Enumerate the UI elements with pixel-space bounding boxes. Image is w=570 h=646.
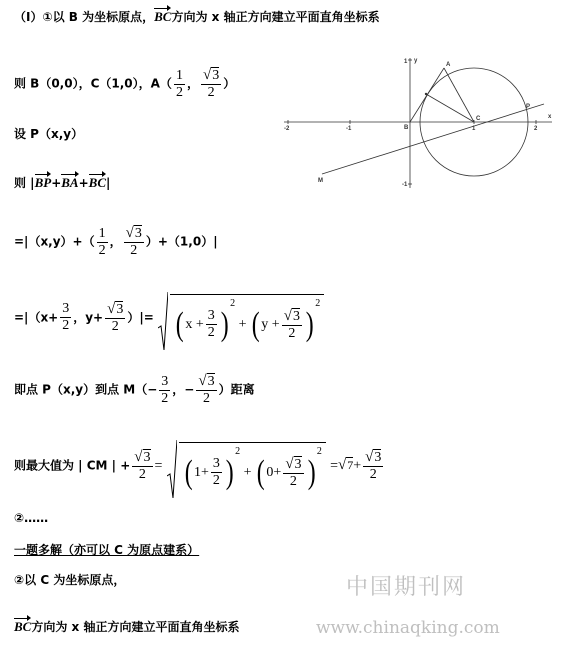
eq1-suffix: ）+（1,0）| — [145, 234, 218, 249]
vector-bc: BC — [154, 9, 172, 24]
plus-sign: + — [243, 465, 252, 480]
frac-den: 2 — [111, 318, 119, 334]
step1-text: 方向为 x 轴正方向建立平面直角坐标系 — [171, 10, 380, 24]
watermark-cn: 中国期刊网 — [346, 575, 467, 600]
exponent: 2 — [230, 298, 236, 309]
fraction — [174, 69, 185, 100]
frac-den: 2 — [175, 84, 183, 100]
fraction — [211, 457, 222, 488]
plus-sign: + — [78, 176, 89, 190]
step1-line — [14, 10, 380, 23]
line-mp — [322, 104, 544, 174]
tick-label: 2 — [534, 126, 538, 132]
alt-vec-text: 方向为 x 轴正方向建立平面直角坐标系 — [31, 620, 240, 634]
exponent: 2 — [315, 298, 321, 309]
plus-sign: + — [238, 317, 247, 332]
fraction — [196, 374, 216, 406]
point-p-label: P — [526, 104, 531, 110]
exponent: 2 — [235, 446, 241, 457]
tick-label: -1 — [402, 182, 408, 188]
separator: ，y+ — [73, 310, 104, 325]
tick-label: -2 — [284, 126, 290, 132]
tick-label: -1 — [346, 126, 352, 132]
segment-ac — [444, 68, 474, 122]
magnitude-suffix: | — [106, 176, 111, 190]
frac-num: 3 — [161, 373, 169, 389]
coordinate-graph — [280, 54, 556, 194]
frac-num: √3 — [198, 373, 215, 389]
fraction — [60, 302, 71, 333]
tick-label: 1 — [472, 126, 476, 132]
fraction — [105, 302, 125, 334]
frac-num: √3 — [202, 67, 220, 83]
fraction — [124, 226, 144, 258]
equals-sign: = — [330, 458, 338, 474]
term: 0+ — [266, 465, 282, 480]
coords-close: ） — [223, 76, 236, 91]
fraction — [282, 309, 302, 341]
let-p-line: 设 P（x,y） — [14, 127, 84, 141]
eq2-mid: ）|= — [127, 310, 154, 325]
vector-ba: BA — [61, 175, 79, 190]
tick-label: 1 — [404, 59, 408, 65]
equals-sign: = — [154, 458, 163, 474]
radical-expression: ( 1+ $\frac{3}{2}$ )$^2$ + ( 0+ $\frac{√3}{2}$ )$^2$ — [167, 442, 326, 490]
radical-sign — [167, 440, 177, 500]
frac-den: 2 — [62, 318, 70, 334]
exponent: 2 — [316, 446, 322, 457]
frac-num: 3 — [62, 301, 70, 317]
plus-sign: + — [353, 458, 362, 474]
eq1-line — [14, 226, 218, 258]
eq1-prefix: =|（x,y）+（ — [14, 234, 95, 249]
coords-line — [14, 68, 235, 100]
frac-num: √3 — [134, 448, 151, 465]
eq2-line — [14, 294, 324, 342]
fraction — [206, 309, 217, 340]
term: x + — [185, 317, 204, 332]
fraction — [97, 227, 108, 258]
magnitude-line — [14, 176, 110, 189]
separator: ， — [109, 234, 122, 249]
sqrt-seven: √7 — [337, 457, 354, 474]
maxval-prefix: 则最大值为 | CM | + — [14, 458, 131, 473]
fraction — [159, 375, 170, 406]
dist-prefix: 即点 P（x,y）到点 M（− — [14, 382, 158, 397]
frac-den: 2 — [138, 466, 146, 482]
frac-num: 1 — [98, 225, 106, 241]
watermark-url: www.chinaqking.com — [316, 618, 500, 638]
frac-den: 2 — [207, 325, 215, 341]
alt-step-line: ②以 C 为坐标原点， — [14, 573, 126, 587]
alt-solution-title: 一题多解（亦可以 C 为原点建系） — [14, 543, 200, 557]
distance-line — [14, 374, 255, 406]
frac-num: √3 — [125, 225, 142, 241]
frac-den: 2 — [207, 85, 215, 100]
coords-prefix: 则 B（0,0），C（1,0），A（ — [14, 76, 172, 91]
frac-num: √3 — [285, 455, 302, 472]
fraction — [363, 450, 383, 482]
frac-num: √3 — [365, 448, 382, 465]
vector-bp: BP — [34, 175, 52, 190]
x-axis-label: x — [548, 114, 552, 120]
step2-dots: ②…… — [14, 511, 49, 525]
separator: ，− — [172, 382, 195, 397]
point-m-label: M — [318, 178, 323, 184]
frac-num: √3 — [107, 300, 124, 317]
vector-bc: BC — [14, 619, 32, 634]
frac-num: √3 — [283, 307, 300, 324]
radical-sign — [158, 292, 168, 352]
vector-bc: BC — [88, 175, 106, 190]
magnitude-prefix: 则 | — [14, 176, 35, 190]
radical-expression: ( x + $\frac{3}{2}$ )$^2$ + ( y + $\frac{√3}{2}$ )$^2$ — [158, 294, 324, 342]
dist-suffix: ）距离 — [218, 382, 255, 397]
point-b-label: B — [404, 125, 409, 131]
plus-sign: + — [51, 176, 62, 190]
eq2-prefix: =|（x+ — [14, 310, 59, 325]
step1-label: （Ⅰ）①以 B 为坐标原点， — [14, 10, 155, 24]
frac-den: 2 — [289, 473, 297, 489]
frac-den: 2 — [98, 242, 106, 258]
frac-den: 2 — [130, 243, 138, 258]
frac-den: 2 — [212, 473, 220, 489]
frac-num: 1 — [175, 67, 183, 83]
fraction — [132, 450, 152, 482]
y-axis-label: y — [414, 58, 418, 64]
point-c-label: C — [476, 116, 481, 122]
term: y + — [261, 317, 280, 332]
segment-inner — [426, 94, 474, 122]
point-a-label: A — [446, 62, 451, 68]
frac-num: 3 — [212, 456, 220, 472]
max-value-line — [14, 442, 385, 490]
frac-den: 2 — [202, 391, 210, 406]
fraction — [283, 457, 303, 489]
term: 1+ — [193, 465, 209, 480]
alt-vec-line — [14, 620, 239, 633]
frac-den: 2 — [288, 325, 296, 341]
frac-den: 2 — [161, 390, 169, 406]
fraction — [201, 68, 221, 100]
frac-den: 2 — [369, 466, 377, 482]
separator: ， — [186, 76, 199, 91]
frac-num: 3 — [207, 308, 215, 324]
